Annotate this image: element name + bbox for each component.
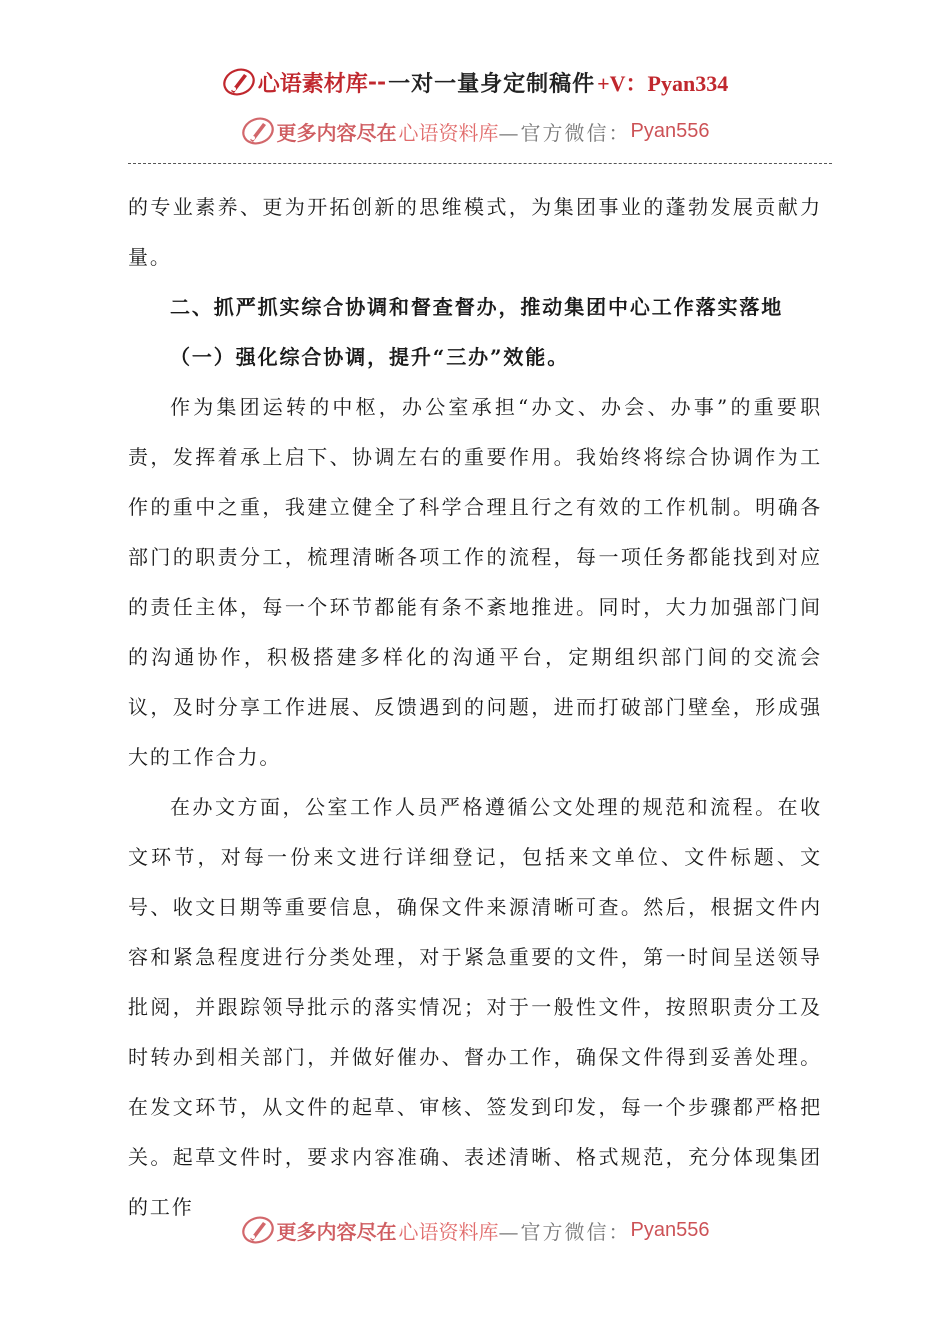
footer-watermark [0,1212,950,1248]
footer-id: Pyan556 [630,1218,710,1241]
pen-logo-icon [241,1213,275,1247]
watermark-id: Pyan556 [630,119,710,142]
header-watermark [0,113,950,149]
pen-logo-icon [222,65,256,99]
watermark-brand: 更多内容尽在 [276,120,397,145]
header-divider [128,163,832,164]
pen-logo-icon [241,114,275,148]
header-contact: +V：Pyan334 [597,70,729,96]
paragraph: 作为集团运转的中枢，办公室承担“办文、办会、办事”的重要职责，发挥着承上启下、协调左右的重要作用。我始终将综合协调作为工作的重中之重，我建立健全了科学合理且行之有效的工作机制。明确各部门的职责分工，梳理清晰各项工作的流程，每一项任务都能找到对应的责任主体，每一个环节都能有条不紊地推进。同时，大力加强部门间的沟通协作，积极搭建多样化的沟通平台，定期组织部门间的交流会议，及时分享工作进展、反馈遇到的问题，进而打破部门壁垒，形成强大的工作合力。 [128,395,822,769]
subsection-heading: （一）强化综合协调，提升“三办”效能。 [170,345,570,369]
section-heading: 二、抓严抓实综合协调和督查督办，推动集团中心工作落实落地 [170,295,784,319]
header-banner [0,62,950,102]
document-body [128,182,822,1232]
watermark-name: 心语资料库 [398,120,499,145]
header-slogan: 一对一量身定制稿件 [388,70,596,97]
footer-name: 心语资料库 [398,1219,499,1244]
header-dashes: -- [367,69,387,95]
watermark-mid: —官方微信： [498,120,631,145]
paragraph: 在办文方面，公室工作人员严格遵循公文处理的规范和流程。在收文环节，对每一份来文进行详细登记，包括来文单位、文件标题、文号、收文日期等重要信息，确保文件来源清晰可查。然后，根据文件内容和紧急程度进行分类处理，对于紧急重要的文件，第一时间呈送领导批阅，并跟踪领导批示的落实情况；对于一般性文件，按照职责分工及时转办到相关部门，并做好催办、督办工作，确保文件得到妥善处理。在发文环节，从文件的起草、审核、签发到印发，每一个步骤都严格把关。起草文件时，要求内容准确、表述清晰、格式规范，充分体现集团的工作 [128,795,822,1219]
header-logo-text: 心语素材库 [257,70,368,97]
footer-brand: 更多内容尽在 [276,1219,397,1244]
paragraph-continuation: 的专业素养、更为开拓创新的思维模式，为集团事业的蓬勃发展贡献力量。 [128,195,822,269]
footer-mid: —官方微信： [498,1219,631,1244]
